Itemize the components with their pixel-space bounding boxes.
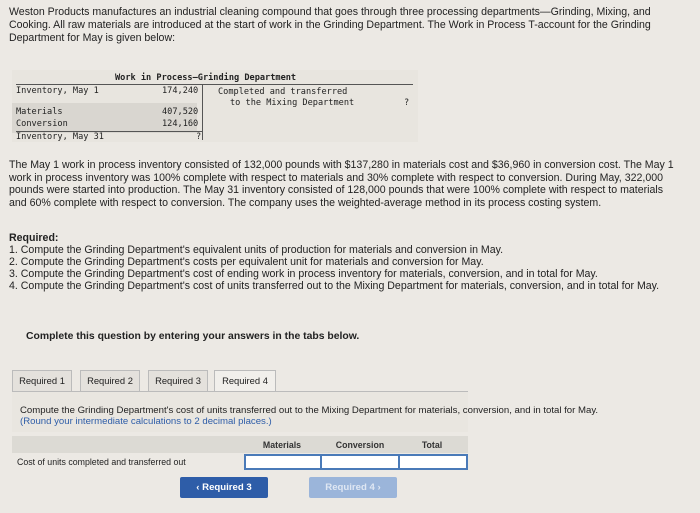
tab-required-4[interactable]: Required 4 <box>214 370 276 392</box>
requirements-heading: Required: <box>9 232 59 244</box>
t-account-center-rule <box>202 84 203 140</box>
t-account <box>12 70 418 142</box>
column-header-total: Total <box>421 440 443 450</box>
t-account-left-amount: 124,160 <box>162 119 199 129</box>
tab-required-2[interactable]: Required 2 <box>80 370 140 392</box>
chevron-left-icon: ‹ <box>196 482 200 493</box>
row-label: Cost of units completed and transferred out <box>17 457 186 467</box>
answer-table <box>12 436 468 472</box>
t-account-left-amount: 407,520 <box>162 107 199 117</box>
column-header-conversion: Conversion <box>335 440 385 450</box>
previous-tab-button[interactable] <box>180 477 268 498</box>
tab-required-1[interactable]: Required 1 <box>12 370 72 392</box>
materials-input[interactable] <box>244 454 322 470</box>
requirement-item: 3. Compute the Grinding Department's cost of ending work in process inventory for materials, conversion, and in total for May. <box>9 268 598 280</box>
panel-hint: (Round your intermediate calculations to 2 decimal places.) <box>20 416 272 427</box>
total-input[interactable] <box>398 454 468 470</box>
t-account-left-amount: 174,240 <box>162 86 199 96</box>
t-account-right-amount: ? <box>404 98 410 108</box>
requirement-item: 1. Compute the Grinding Department's equivalent units of production for materials and conversion in May. <box>9 244 504 256</box>
t-account-left-label: Inventory, May 1 <box>16 86 99 96</box>
previous-tab-label: Required 3 <box>202 482 252 493</box>
column-header-materials: Materials <box>262 440 302 450</box>
chevron-right-icon: › <box>377 482 381 493</box>
t-account-title: Work in Process—Grinding Department <box>115 73 297 83</box>
t-account-left-label: Inventory, May 31 <box>16 132 104 142</box>
next-tab-label: Required 4 <box>325 482 375 493</box>
problem-details: The May 1 work in process inventory consisted of 132,000 pounds with $137,280 in materials cost and $36,960 in conversion cost. The May 1 work in process inventory was 100% complete with respect to materials and 30% complete with respect to conversion. During May, 322,000 pounds were started into production. The May 31 inventory consisted of 128,000 pounds that were 100% complete with respect to materials and 60% complete with respect to conversion. The company uses the weighted-average method in its process costing system. <box>9 159 674 209</box>
tab-required-3[interactable]: Required 3 <box>148 370 208 392</box>
t-account-left-label: Materials <box>16 107 63 117</box>
problem-intro: Weston Products manufactures an industrial cleaning compound that goes through three processing departments—Grinding, Mixing, and Cooking. All raw materials are introduced at the start of work in the Grinding Department. The Work in Process T-account for the Grinding Department for May is given below: <box>9 6 651 44</box>
panel-instruction <box>20 405 600 427</box>
next-tab-button[interactable] <box>309 477 397 498</box>
tab-panel <box>12 391 599 432</box>
panel-instruction-text: Compute the Grinding Department's cost of units transferred out to the Mixing Department for materials, conversion, and in total for May. <box>20 405 599 416</box>
t-account-left-amount: ? <box>196 132 202 142</box>
requirement-item: 4. Compute the Grinding Department's cost of units transferred out to the Mixing Department for materials, conversion, and in total for May. <box>9 280 660 292</box>
t-account-right-label: to the Mixing Department <box>230 98 355 108</box>
requirements <box>9 232 681 292</box>
conversion-input[interactable] <box>320 454 400 470</box>
requirement-item: 2. Compute the Grinding Department's costs per equivalent unit for materials and conversion for May. <box>9 256 484 268</box>
t-account-top-rule <box>16 84 413 85</box>
complete-prompt: Complete this question by entering your answers in the tabs below. <box>26 331 360 342</box>
t-account-right-label: Completed and transferred <box>218 87 348 97</box>
t-account-left-label: Conversion <box>16 119 68 129</box>
